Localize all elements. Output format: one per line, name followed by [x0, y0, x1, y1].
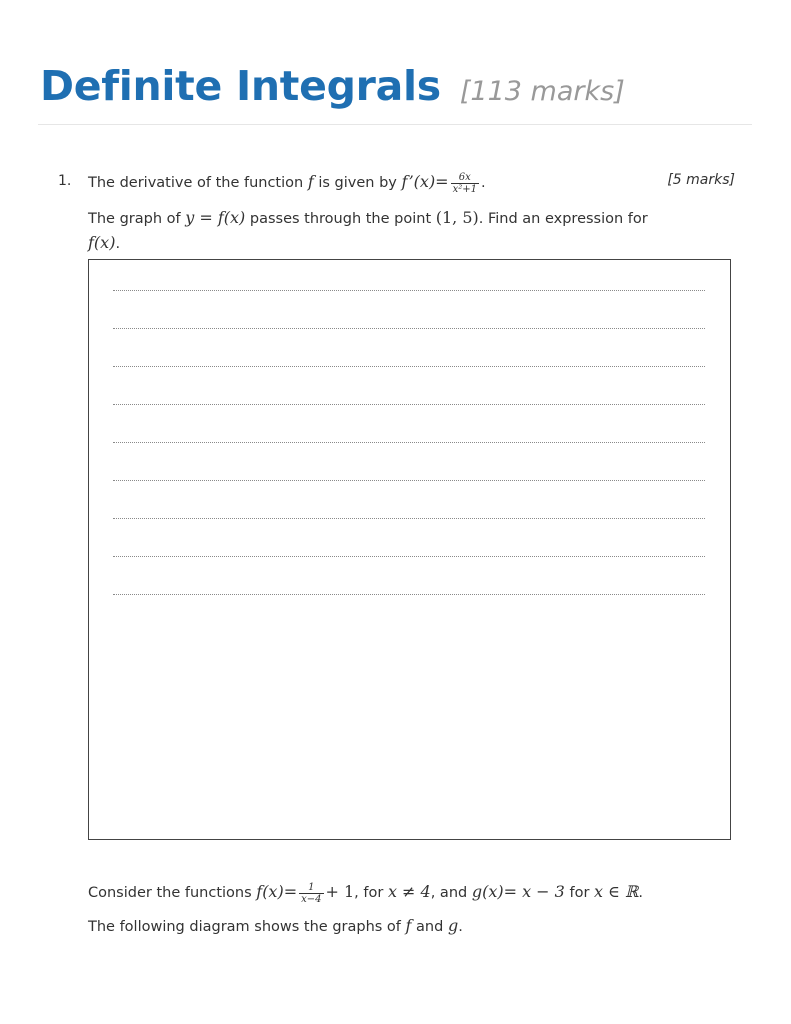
math-domain-f: x ≠ 4 — [387, 882, 431, 901]
total-marks: [113 marks] — [459, 76, 625, 107]
answer-line[interactable] — [113, 518, 705, 519]
math-g: g — [447, 916, 459, 935]
fraction-derivative: $\frac{6x}{\text{x²+1}}$ — [452, 171, 477, 195]
math-fprime: f’(x)= — [401, 172, 449, 191]
question-number: 1. — [58, 173, 72, 189]
math-fx: f(x) — [88, 233, 116, 252]
fraction-fx: $\frac{1}{x-4}$ — [301, 881, 322, 905]
question-2-line-2: The following diagram shows the graphs of f and g. — [88, 916, 463, 935]
math-gx-def: g(x)= x − 3 — [471, 882, 565, 901]
math-domain-g: x ∈ ℝ — [594, 882, 639, 901]
math-f: f — [307, 172, 314, 191]
title-text: Definite Integrals — [40, 62, 441, 110]
answer-line[interactable] — [113, 328, 705, 329]
answer-line[interactable] — [113, 556, 705, 557]
answer-line[interactable] — [113, 404, 705, 405]
answer-line[interactable] — [113, 594, 705, 595]
title-divider — [38, 124, 752, 125]
question-1-line-1: The derivative of the function f is given by f’(x)= $\frac{6x}{\text{x²+1}}$ . — [88, 171, 486, 195]
question-1-line-2: The graph of y = f(x) passes through the point (1, 5). Find an expression for f(x). — [88, 208, 648, 252]
answer-line[interactable] — [113, 366, 705, 367]
answer-line[interactable] — [113, 442, 705, 443]
math-point: (1, 5) — [435, 208, 479, 227]
math-y-equals-fx: y = f(x) — [185, 208, 246, 227]
math-fx-def: f(x)= — [256, 882, 298, 901]
page-title — [40, 62, 625, 110]
answer-box[interactable] — [88, 259, 731, 840]
math-f: f — [405, 916, 412, 935]
question-2-line-1: Consider the functions f(x)= $\frac{1}{x-4}$ + 1, for x ≠ 4, and g(x)= x − 3 for x ∈ ℝ. — [88, 881, 643, 905]
answer-line[interactable] — [113, 290, 705, 291]
answer-line[interactable] — [113, 480, 705, 481]
question-marks: [5 marks] — [667, 172, 735, 188]
